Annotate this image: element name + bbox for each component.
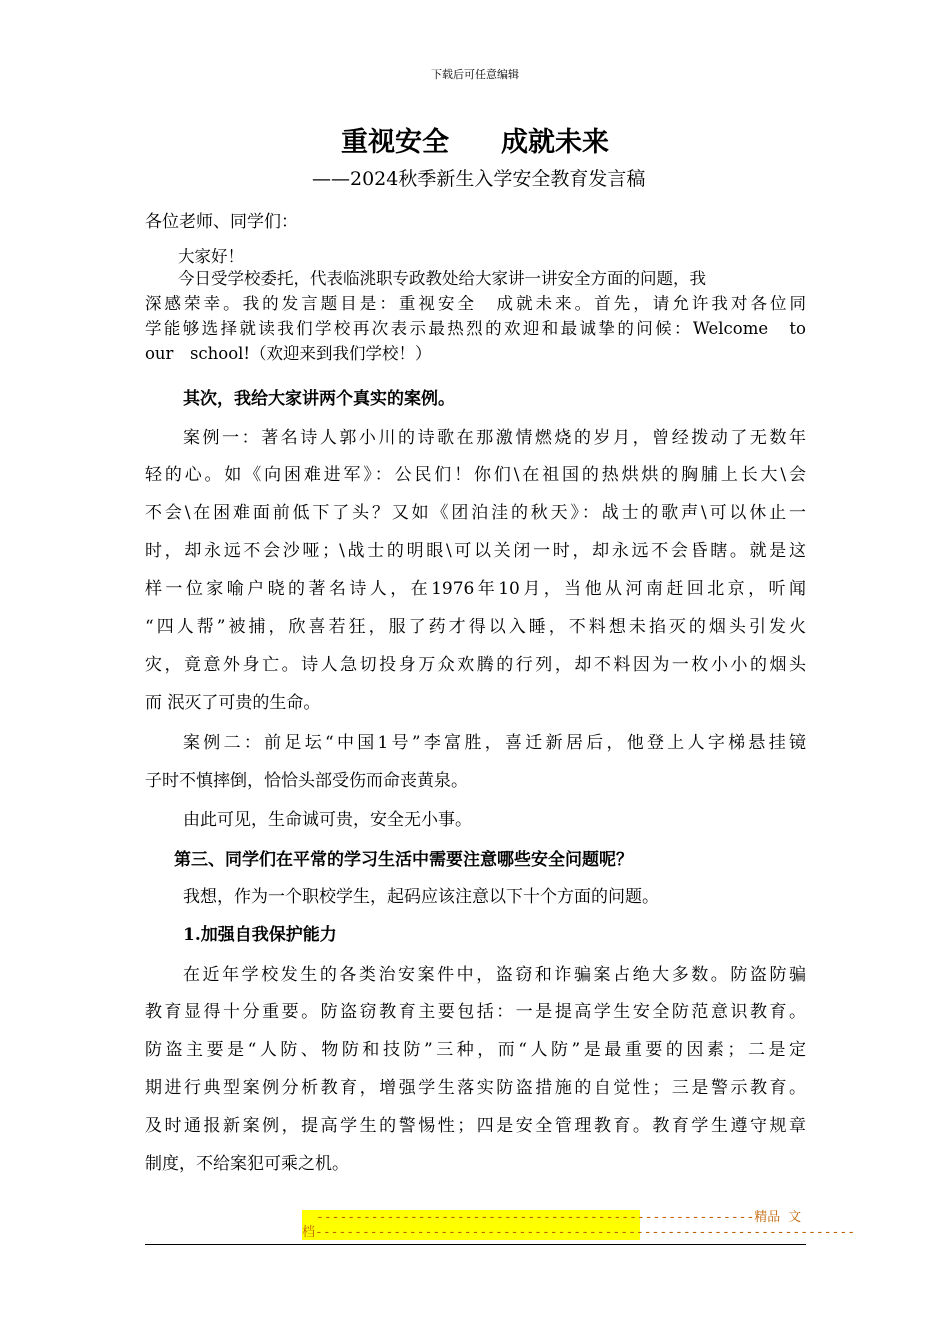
section1-line: 在近年学校发生的各类治安案件中，盗窃和诈骗案占绝大多数。防盗防骗 — [183, 965, 806, 985]
section1-line: 教育显得十分重要。防盗窃教育主要包括：一是提高学生安全防范意识教育。 — [145, 1002, 806, 1022]
footer-line-1: --------------------------------------------------------精品 文 — [302, 1210, 640, 1225]
hello-line: 大家好！ — [178, 247, 244, 266]
case1-line: 而 泯灭了可贵的生命。 — [145, 693, 321, 713]
case1-line: 灾，竟意外身亡。诗人急切投身万众欢腾的行列，却不料因为一枚小小的烟头 — [145, 655, 806, 675]
section1-line: 制度，不给案犯可乘之机。 — [145, 1154, 349, 1174]
greeting: 各位老师、同学们： — [145, 212, 298, 232]
intro-line: 学能够选择就读我们学校再次表示最热烈的欢迎和最诚挚的问候：Welcome to — [145, 319, 806, 338]
section-heading: 第三、同学们在平常的学习生活中需要注意哪些安全问题呢？ — [174, 850, 633, 870]
title-part-2: 成就未来 — [501, 127, 609, 158]
page-subtitle: ——2024秋季新生入学安全教育发言稿 — [312, 168, 646, 190]
case1-line: 不会\在困难面前低下了头？又如《团泊洼的秋天》：战士的歌声\可以休止一 — [145, 503, 806, 523]
intro-line: 今日受学校委托，代表临洮职专政教处给大家讲一讲安全方面的问题，我 — [178, 269, 706, 288]
conclusion-line: 由此可见，生命诚可贵，安全无小事。 — [183, 810, 472, 830]
case1-line: 样一位家喻户晓的著名诗人，在1976年10月，当他从河南赶回北京，听闻 — [145, 579, 806, 599]
footer-rule — [145, 1244, 806, 1245]
section-intro: 我想，作为一个职校学生，起码应该注意以下十个方面的问题。 — [183, 887, 659, 907]
case1-line: 时，却永远不会沙哑；\战士的明眼\可以关闭一时，却永远不会昏瞎。就是这 — [145, 541, 806, 561]
section-heading: 其次，我给大家讲两个真实的案例。 — [183, 389, 455, 409]
intro-line: 深感荣幸。我的发言题目是：重视安全 成就未来。首先，请允许我对各位同 — [145, 294, 806, 313]
header-note: 下载后可任意编辑 — [431, 68, 519, 81]
subsection-title: 1.加强自我保护能力 — [183, 925, 337, 945]
section1-line: 防盗主要是“人防、物防和技防”三种，而“人防”是最重要的因素；二是定 — [145, 1040, 806, 1060]
case2-line: 子时不慎摔倒，恰恰头部受伤而命丧黄泉。 — [145, 771, 468, 791]
section1-line: 及时通报新案例，提高学生的警惕性；四是安全管理教育。教育学生遵守规章 — [145, 1116, 806, 1136]
footer-line-2: 档--------------------------------------------------------------------- — [302, 1225, 856, 1240]
case1-line: 轻的心。如《向困难进军》：公民们！你们\在祖国的热烘烘的胸脯上长大\会 — [145, 465, 806, 485]
case1-line: 案例一：著名诗人郭小川的诗歌在那激情燃烧的岁月，曾经拨动了无数年 — [183, 428, 806, 448]
intro-line: our school!（欢迎来到我们学校！） — [145, 344, 432, 363]
case1-line: “四人帮”被捕，欣喜若狂，服了药才得以入睡，不料想未掐灭的烟头引发火 — [145, 617, 806, 637]
section1-line: 期进行典型案例分析教育，增强学生落实防盗措施的自觉性；三是警示教育。 — [145, 1078, 806, 1098]
case2-line: 案例二：前足坛“中国1号”李富胜，喜迁新居后，他登上人字梯悬挂镜 — [183, 733, 806, 753]
title-part-1: 重视安全 — [341, 127, 449, 158]
page-title — [0, 120, 950, 159]
footer-watermark — [302, 1210, 856, 1240]
